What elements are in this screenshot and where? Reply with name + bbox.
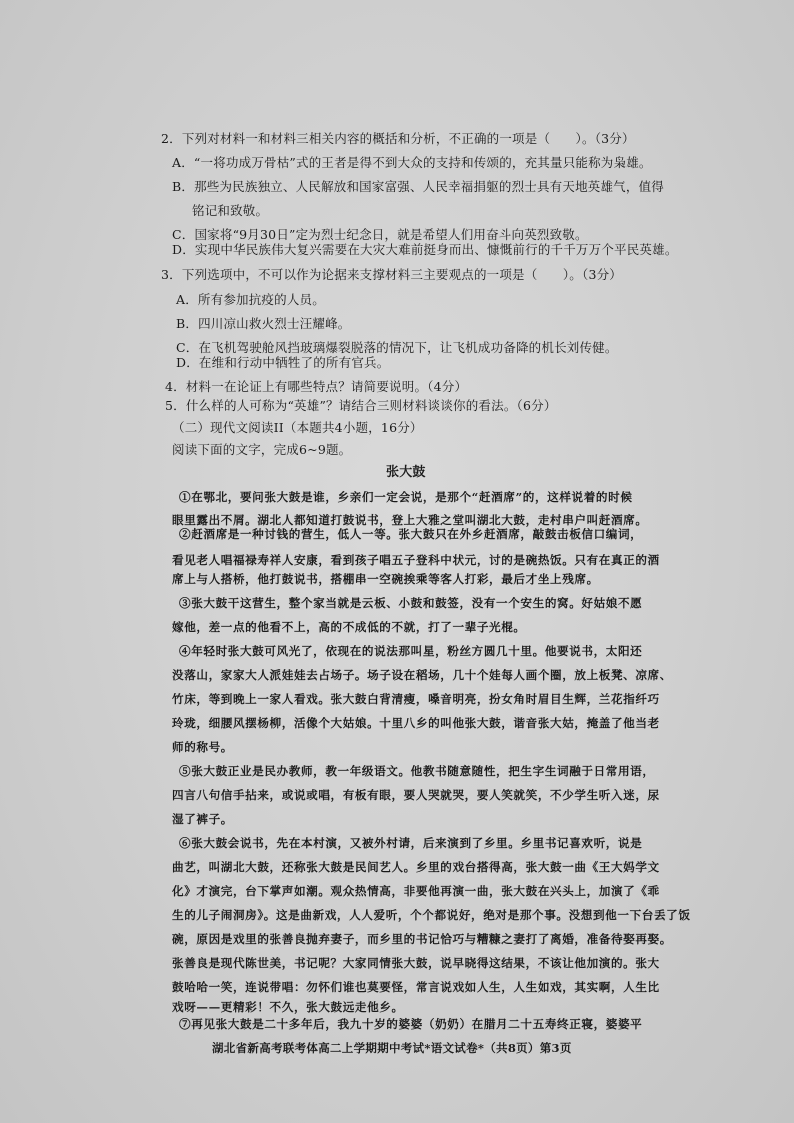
story-line: 席上与人搭桥，他打鼓说书，搭棚串一空碗挨乘等客人打彩，最后才坐上残席。 bbox=[172, 572, 599, 586]
story-line: 眼里露出不屑。湖北人都知道打鼓说书，登上大雅之堂叫湖北大鼓，走村串户叫赶酒席。 bbox=[172, 513, 648, 527]
story-line: ③张大鼓干这营生，整个家当就是云板、小鼓和鼓签，没有一个安生的窝。好姑娘不愿 bbox=[179, 596, 643, 610]
q2-option-b-cont: 铭记和致敬。 bbox=[192, 203, 269, 218]
story-line: 化》才演完，台下掌声如潮。观众热情高，非要他再演一曲，张大鼓在兴头上，加演了《乖 bbox=[172, 884, 660, 898]
story-line: 师的称号。 bbox=[172, 740, 233, 754]
q3-option-d: D．在维和行动中牺牲了的所有官兵。 bbox=[176, 355, 390, 370]
q3-option-a: A．所有参加抗疫的人员。 bbox=[176, 292, 325, 307]
story-line: ⑤张大鼓正业是民办教师，教一年级语文。他教书随意随性，把生字生词融于日常用语， bbox=[179, 764, 655, 778]
q2-option-a: A．“一将功成万骨枯”式的王者是得不到大众的支持和传颂的，充其量只能称为枭雄。 bbox=[172, 155, 652, 170]
story-line: ⑦再见张大鼓是二十多年后，我九十岁的婆婆（奶奶）在腊月二十五寿终正寝，婆婆平 bbox=[179, 1017, 643, 1031]
story-line: 曲艺，叫湖北大鼓，还称张大鼓是民间艺人。乡里的戏台搭得高，张大鼓一曲《王大妈学文 bbox=[172, 860, 660, 874]
q2-stem: 2．下列对材料一和材料三相关内容的概括和分析，不正确的一项是（ ）。（3分） bbox=[161, 131, 635, 146]
section-heading: （二）现代文阅读II（本题共4小题，16分） bbox=[172, 420, 423, 435]
story-line: 戏呀——更精彩！不久，张大鼓远走他乡。 bbox=[172, 1000, 404, 1014]
story-line: 碗，原因是戏里的张善良抛弃妻子，而乡里的书记恰巧与糟糠之妻打了离婚，准备待娶再娶。 bbox=[172, 932, 672, 946]
q3-option-c: C．在飞机驾驶舱风挡玻璃爆裂脱落的情况下，让飞机成功备降的机长刘传健。 bbox=[176, 340, 618, 355]
q4-stem: 4．材料一在论证上有哪些特点？请简要说明。（4分） bbox=[165, 379, 468, 394]
story-line: 四言八句信手拈来，或说或唱，有板有眼，要人哭就哭，要人笑就笑，不少学生听入迷，尿 bbox=[172, 788, 660, 802]
q2-option-d: D．实现中华民族伟大复兴需要在大灾大难前挺身而出、慷慨前行的千千万万个平民英雄。 bbox=[172, 242, 678, 257]
story-line: 嫁他，差一点的他看不上，高的不成低的不就，打了一辈子光棍。 bbox=[172, 620, 526, 634]
story-line: 生的儿子闹洞房》。这是曲新戏，人人爱听，个个都说好，绝对是那个事。没想到他一下台丢了饭 bbox=[172, 908, 691, 922]
story-title: 张大鼓 bbox=[386, 465, 426, 480]
page-footer: 湖北省新高考联考体高二上学期期中考试*语文试卷*（共8页）第3页 bbox=[212, 1041, 572, 1055]
story-line: 鼓哈哈一笑，连说带唱：勿怀们谁也莫要怪，常言说戏如人生，人生如戏，其实啊，人生比 bbox=[172, 980, 660, 994]
story-line: ④年轻时张大鼓可风光了，依现在的说法那叫星，粉丝方圆几十里。他要说书，太阳还 bbox=[179, 644, 643, 658]
story-line: 张善良是现代陈世美，书记呢？大家同情张大鼓，说早晓得这结果，不该让他加演的。张大 bbox=[172, 956, 660, 970]
story-line: 湿了裤子。 bbox=[172, 812, 233, 826]
story-line: 看见老人唱福禄寿祥人安康，看到孩子唱五子登科中状元，讨的是碗热饭。只有在真正的酒 bbox=[172, 553, 660, 567]
q2-option-c: C．国家将“9月30日”定为烈士纪念日，就是希望人们用奋斗向英烈致敬。 bbox=[172, 227, 588, 242]
reading-instruction: 阅读下面的文字，完成6~9题。 bbox=[172, 442, 352, 457]
q3-stem: 3．下列选项中，不可以作为论据来支撑材料三主要观点的一项是（ ）。（3分） bbox=[161, 267, 623, 282]
q5-stem: 5．什么样的人可称为“英雄”？请结合三则材料谈谈你的看法。（6分） bbox=[165, 398, 557, 413]
q3-option-b: B．四川凉山救火烈士汪耀峰。 bbox=[176, 316, 351, 331]
story-line: 玲珑，细腰风摆杨柳，活像个大姑娘。十里八乡的叫他张大鼓，谐音张大姑，掩盖了他当老 bbox=[172, 716, 660, 730]
story-line: ①在鄂北，要问张大鼓是谁，乡亲们一定会说，是那个“赶酒席”的，这样说着的时候 bbox=[179, 490, 633, 504]
story-line: ⑥张大鼓会说书，先在本村演，又被外村请，后来演到了乡里。乡里书记喜欢听，说是 bbox=[179, 836, 643, 850]
story-line: 没落山，家家大人派娃娃去占场子。场子设在稻场，几十个娃每人画个圈，放上板凳、凉席、 bbox=[172, 668, 672, 682]
story-line: 竹床，等到晚上一家人看戏。张大鼓白背清瘦，嗓音明亮，扮女角时眉目生辉，兰花指纤巧 bbox=[172, 692, 660, 706]
q2-option-b: B．那些为民族独立、人民解放和国家富强、人民幸福捐躯的烈士具有天地英雄气，值得 bbox=[172, 179, 664, 194]
story-line: ②赶酒席是一种讨钱的营生，低人一等。张大鼓只在外乡赶酒席，敲鼓击板信口编词， bbox=[179, 527, 643, 541]
